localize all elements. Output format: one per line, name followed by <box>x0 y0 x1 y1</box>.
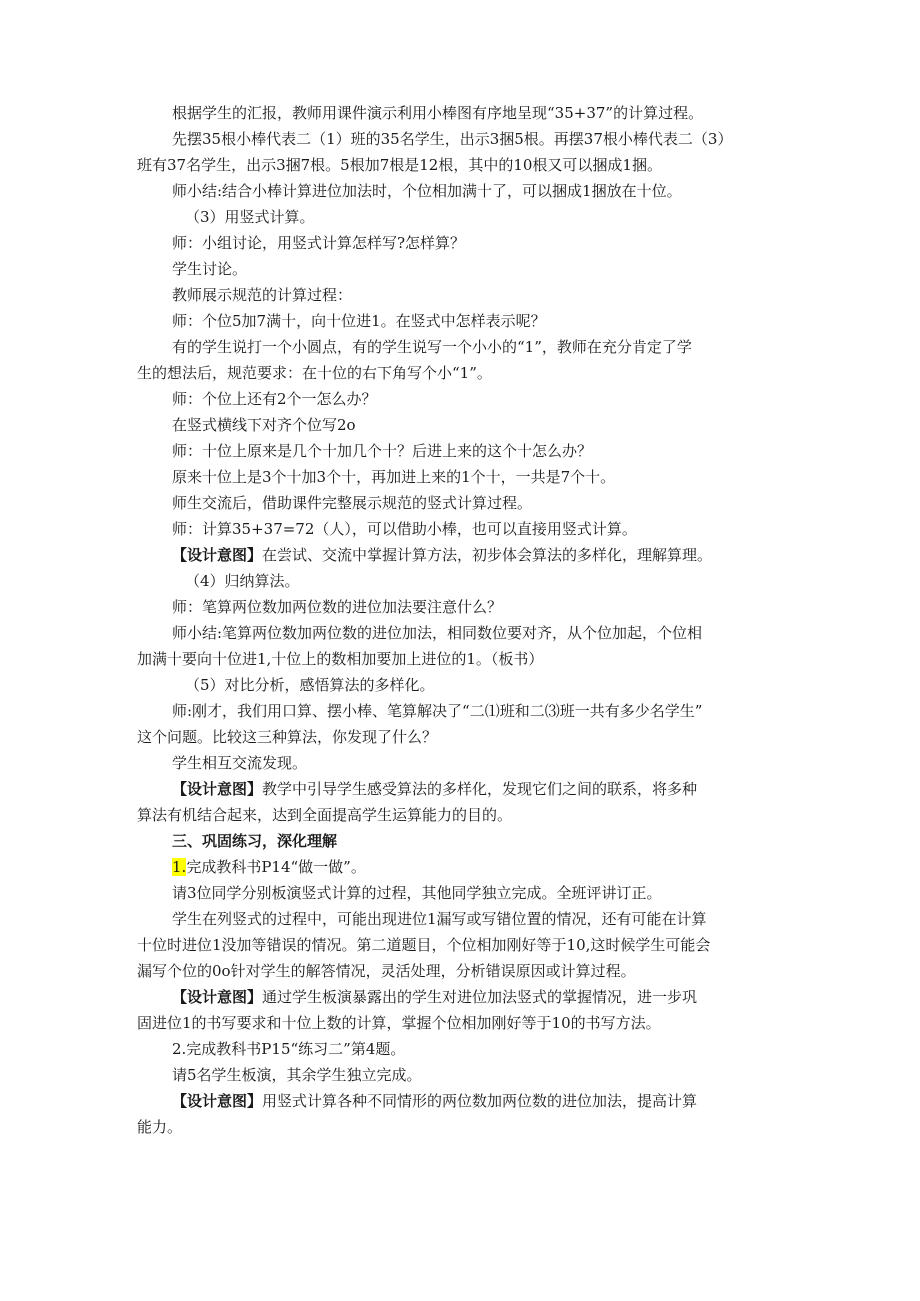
paragraph-line: 师小结:笔算两位数加两位数的进位加法，相同数位要对齐，从个位加起，个位相 <box>172 624 703 642</box>
paragraph-line: 师：个位上还有2个一怎么办？ <box>172 390 377 408</box>
paragraph-line: 能力。 <box>137 1118 183 1136</box>
paragraph-line: 算法有机结合起来，达到全面提高学生运算能力的目的。 <box>137 806 513 824</box>
paragraph-line: 原来十位上是3个十加3个十，再加进上来的1个十，一共是7个十。 <box>172 468 616 486</box>
design-intent: 【设计意图】在尝试、交流中掌握计算方法，初步体会算法的多样化，理解算理。 <box>172 546 713 564</box>
paragraph-line: 固进位1的书写要求和十位上数的计算，掌握个位相加刚好等于10的书写方法。 <box>137 1014 661 1032</box>
step-heading: （4）归纳算法。 <box>185 572 300 590</box>
paragraph-line: 先摆35根小棒代表二（1）班的35名学生，出示3捆5根。再摆37根小棒代表二（3） <box>172 130 733 148</box>
paragraph-line: 师：十位上原来是几个十加几个十？后进上来的这个十怎么办？ <box>172 442 593 460</box>
paragraph-line: 师：个位5加7满十，向十位进1。在竖式中怎样表示呢？ <box>172 312 546 330</box>
paragraph-line: 请5名学生板演，其余学生独立完成。 <box>172 1066 422 1084</box>
design-intent: 【设计意图】通过学生板演暴露出的学生对进位加法竖式的掌握情况，进一步巩 <box>172 988 698 1006</box>
design-intent: 【设计意图】用竖式计算各种不同情形的两位数加两位数的进位加法，提高计算 <box>172 1092 698 1110</box>
paragraph-line: 班有37名学生，出示3捆7根。5根加7根是12根，其中的10根又可以捆成1捆。 <box>137 156 662 174</box>
paragraph-line: 学生相互交流发现。 <box>172 754 308 772</box>
paragraph-line: 师:刚才，我们用口算、摆小棒、笔算解决了“二⑴班和二⑶班一共有多少名学生” <box>172 702 703 720</box>
paragraph-line: 学生讨论。 <box>172 260 248 278</box>
exercise-item: 1.完成教科书P14“做一做”。 <box>172 858 366 876</box>
paragraph-line: 请3位同学分别板演竖式计算的过程，其他同学独立完成。全班评讲订正。 <box>172 884 662 902</box>
paragraph-line: 师小结:结合小棒计算进位加法时，个位相加满十了，可以捆成1捆放在十位。 <box>172 182 682 200</box>
paragraph-line: 加满十要向十位进1,十位上的数相加要加上进位的1。（板书） <box>137 650 544 668</box>
paragraph-line: 教师展示规范的计算过程： <box>172 286 353 304</box>
paragraph-line: 漏写个位的0o针对学生的解答情况，灵活处理，分析错误原因或计算过程。 <box>137 962 636 980</box>
design-intent: 【设计意图】教学中引导学生感受算法的多样化，发现它们之间的联系，将多种 <box>172 780 698 798</box>
step-heading: （3）用竖式计算。 <box>185 208 315 226</box>
paragraph-line: 生的想法后，规范要求：在十位的右下角写个小“1”。 <box>137 364 492 382</box>
paragraph-line: 师生交流后，借助课件完整展示规范的竖式计算过程。 <box>172 494 533 512</box>
paragraph-line: 师：笔算两位数加两位数的进位加法要注意什么？ <box>172 598 503 616</box>
paragraph-line: 根据学生的汇报，教师用课件演示利用小棒图有序地呈现“35+37”的计算过程。 <box>172 104 704 122</box>
paragraph-line: 师：小组讨论，用竖式计算怎样写?怎样算？ <box>172 234 466 252</box>
paragraph-line: 学生在列竖式的过程中，可能出现进位1漏写或写错位置的情况，还有可能在计算 <box>172 910 707 928</box>
section-heading: 三、巩固练习，深化理解 <box>172 832 338 850</box>
step-heading: （5）对比分析，感悟算法的多样化。 <box>185 676 435 694</box>
paragraph-line: 十位时进位1没加等错误的情况。第二道题目，个位相加刚好等于10,这时候学生可能会 <box>137 936 711 954</box>
paragraph-line: 这个问题。比较这三种算法，你发现了什么？ <box>137 728 438 746</box>
paragraph-line: 师：计算35+37=72（人），可以借助小棒，也可以直接用竖式计算。 <box>172 520 637 538</box>
document-body <box>137 100 797 1140</box>
paragraph-line: 有的学生说打一个小圆点，有的学生说写一个小小的“1”，教师在充分肯定了学 <box>172 338 692 356</box>
exercise-item: 2.完成教科书P15“练习二”第4题。 <box>172 1040 406 1058</box>
paragraph-line: 在竖式横线下对齐个位写2o <box>172 416 356 434</box>
